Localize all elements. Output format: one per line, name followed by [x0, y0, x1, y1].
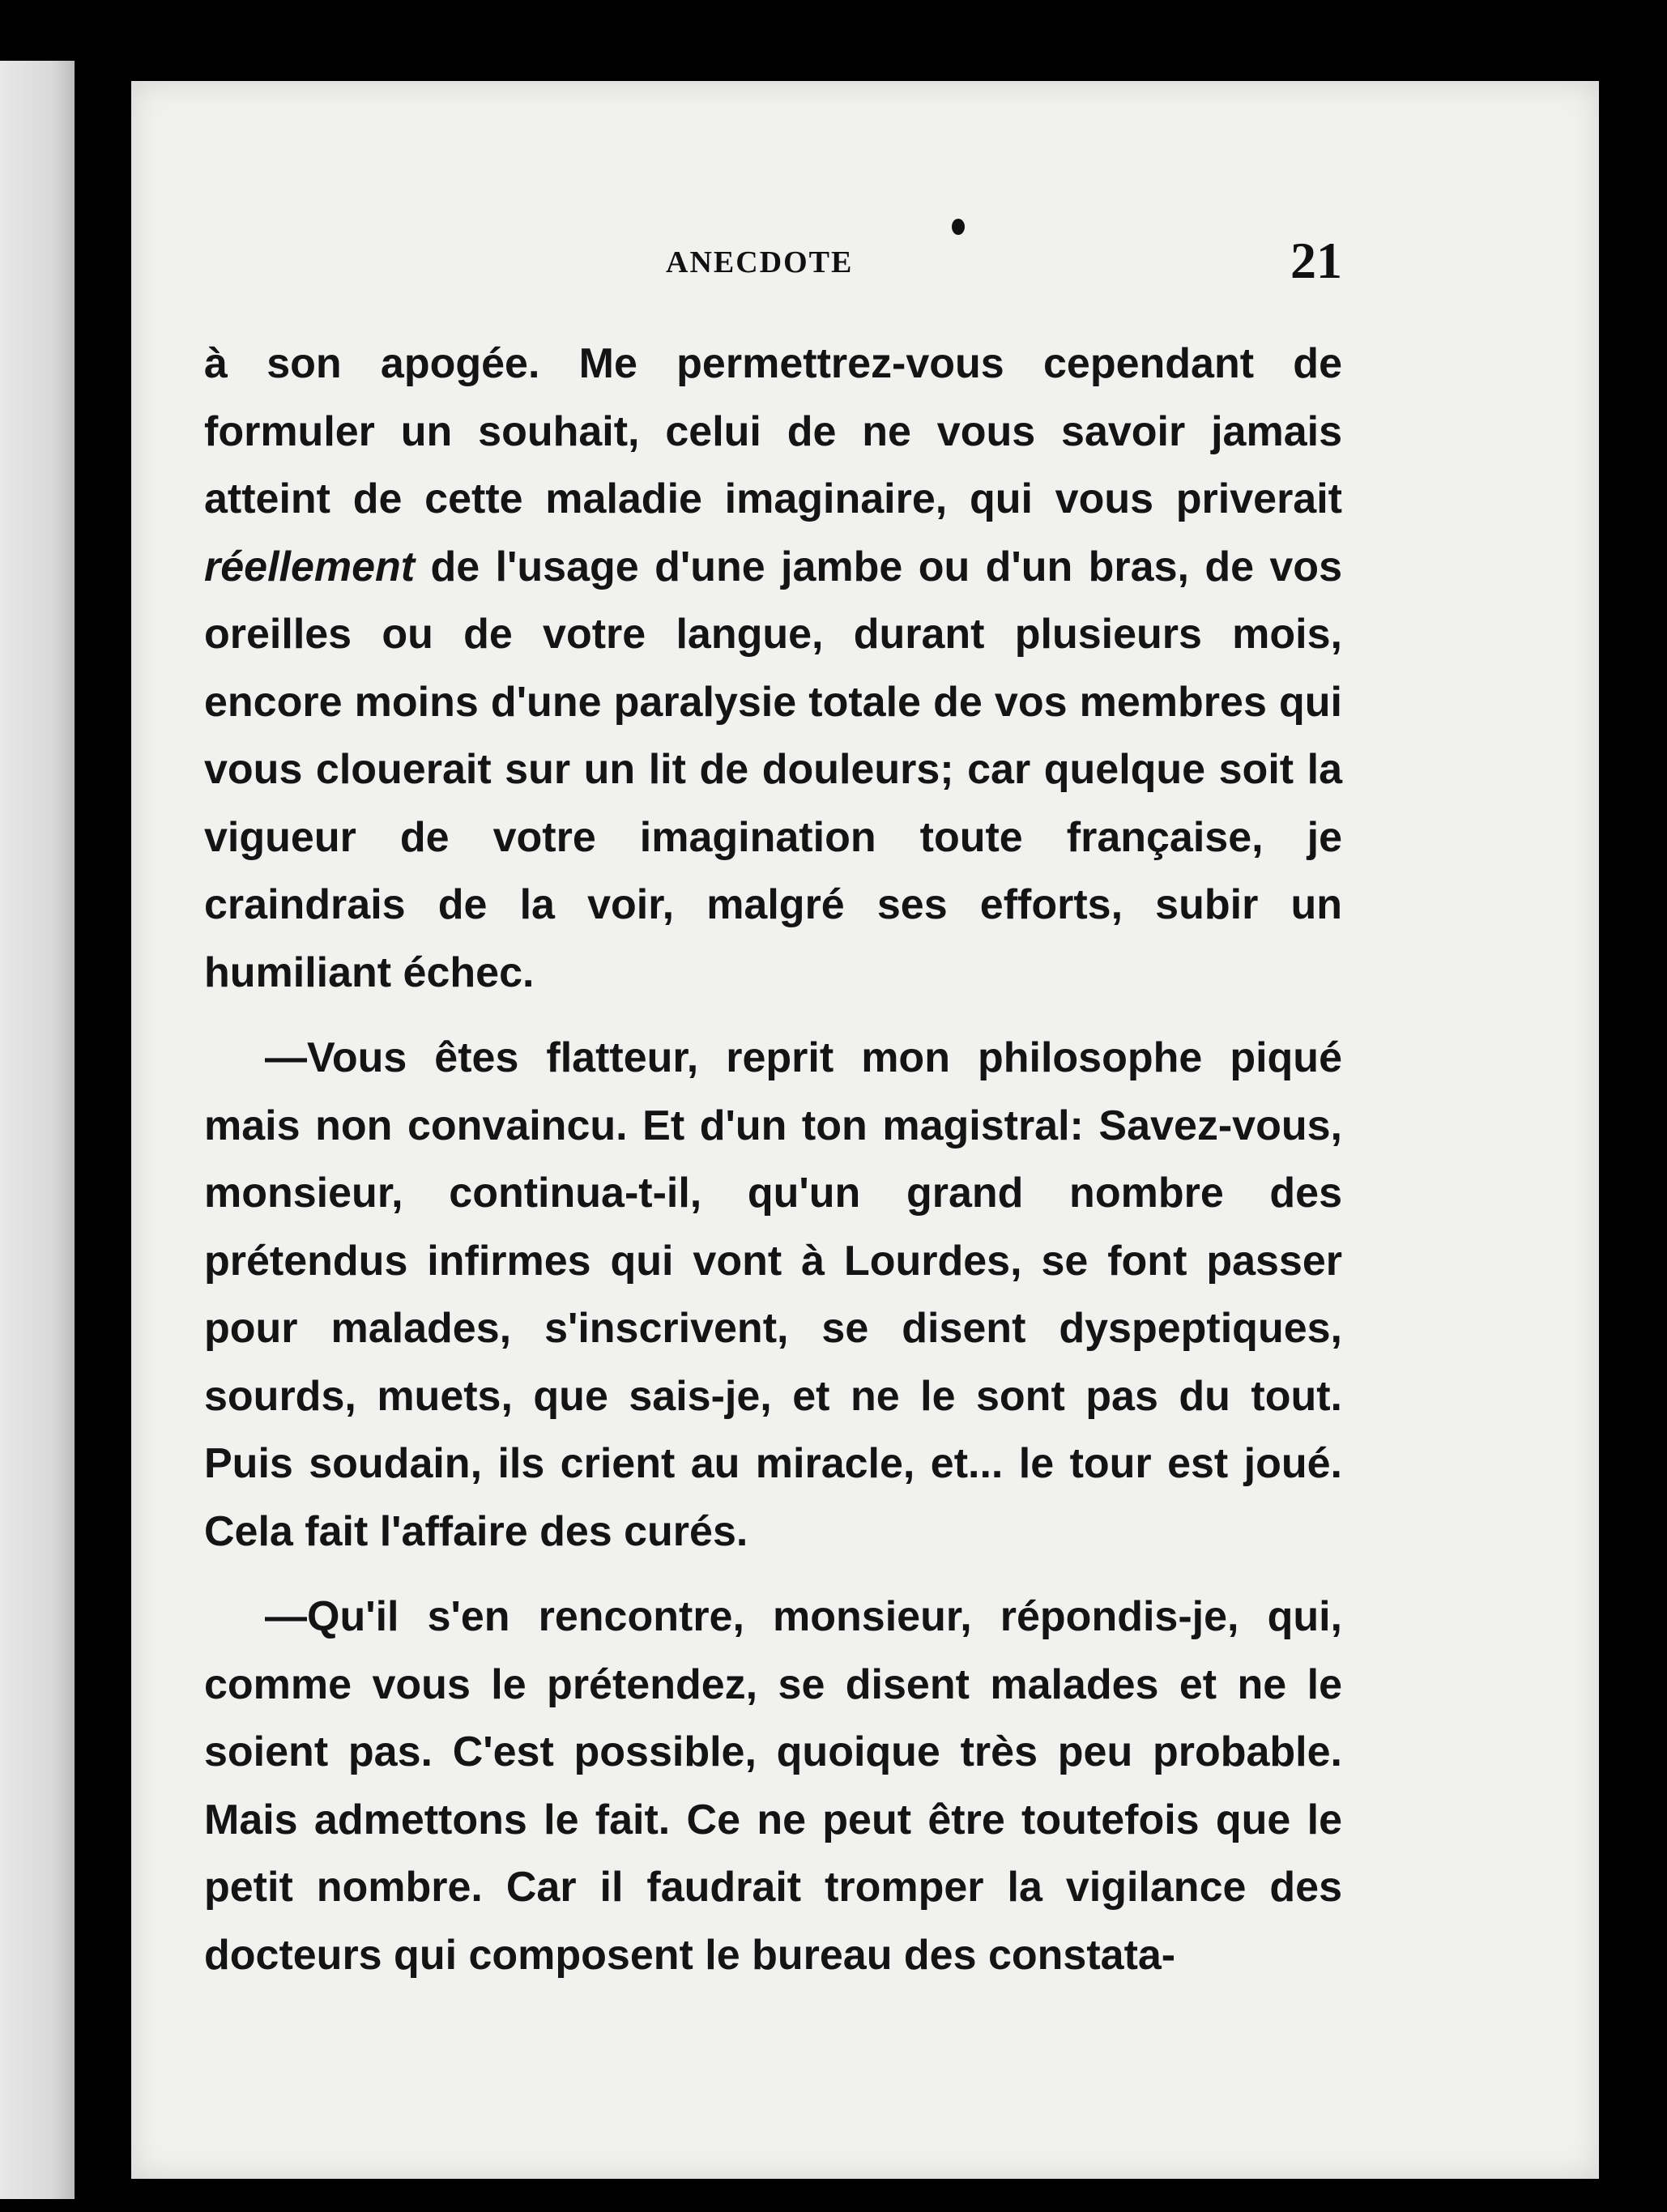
page-number: 21	[1290, 232, 1342, 289]
text-run: de l'usage d'une jambe ou d'un bras, de vos oreilles ou de votre langue, durant plusieurs mois, encore moins d'une paralysie totale de vos membres qui vous clouerait sur un lit de douleurs; car quelque soit la vigueur de votre imagination toute française, je craindrais de la voir, malgré ses efforts, subir un humiliant échec.	[204, 543, 1342, 996]
text-run: —Vous êtes flatteur, reprit mon philosophe piqué mais non convaincu. Et d'un ton magistral: Savez-vous, monsieur, continua-t-il, qu'un grand nombre des prétendus infirmes qui vont à Lourdes, se font passer pour malades, s'inscrivent, se disent dyspeptiques, sourds, muets, que sais-je, et ne le sont pas du tout. Puis soudain, ils crient au miracle, et... le tour est joué. Cela fait l'affaire des curés.	[204, 1034, 1342, 1555]
italic-word: réellement	[204, 543, 416, 590]
facing-page-edge	[0, 61, 75, 2199]
paragraph-1	[204, 330, 1342, 1007]
running-title: ANECDOTE	[666, 245, 854, 279]
page-body	[204, 330, 1342, 1989]
page-header	[204, 231, 1342, 296]
paragraph-3	[204, 1583, 1342, 1989]
book-gutter	[75, 0, 131, 2212]
text-run: —Qu'il s'en rencontre, monsieur, répondis-je, qui, comme vous le prétendez, se disent malades et ne le soient pas. C'est possible, quoique très peu probable. Mais admettons le fait. Ce ne peut être toutefois que le petit nombre. Car il faudrait tromper la vigilance des docteurs qui composent le bureau des constata-	[204, 1593, 1342, 1979]
paragraph-2	[204, 1025, 1342, 1566]
text-run: à son apogée. Me permettrez-vous cependant de formuler un souhait, celui de ne vous savoir jamais atteint de cette maladie imaginaire, qui vous priverait	[204, 340, 1342, 522]
